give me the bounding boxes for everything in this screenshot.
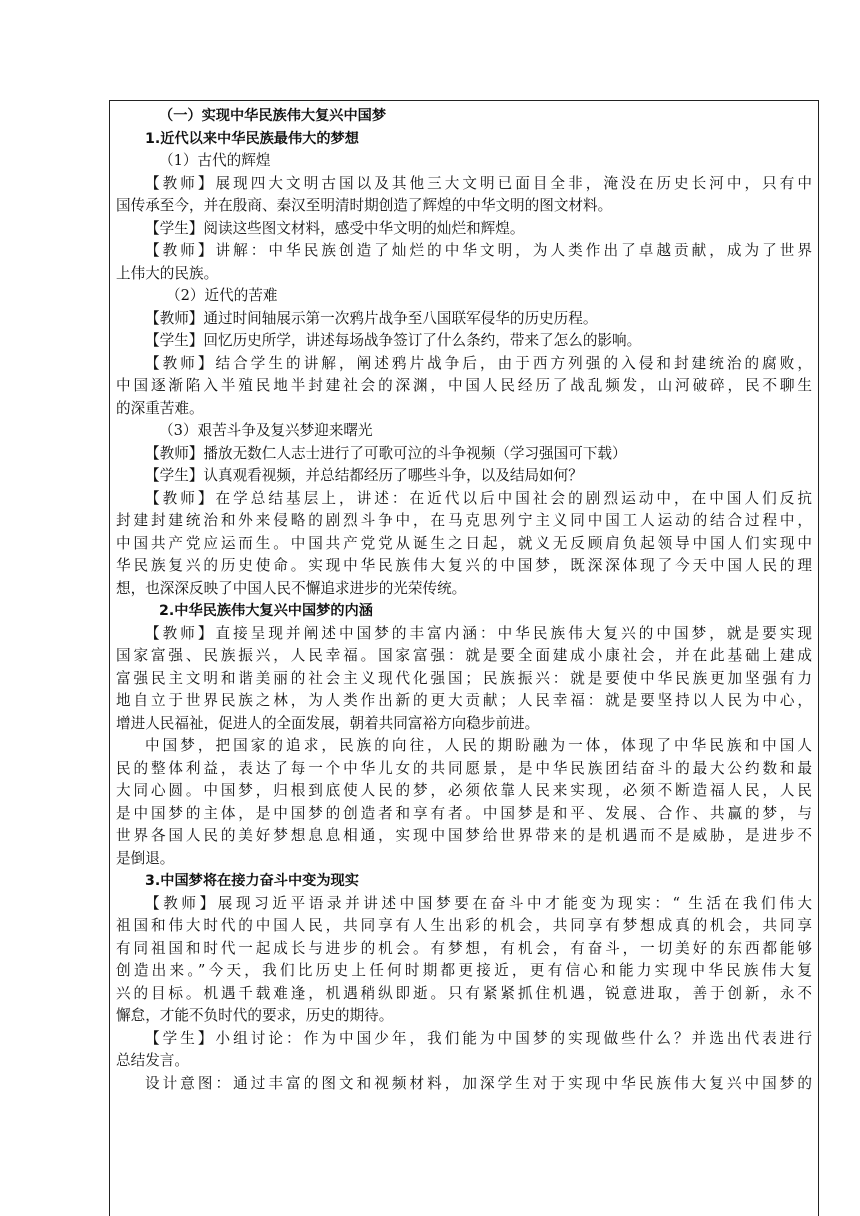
text-line: 【教师】直接呈现并阐述中国梦的丰富内涵：中华民族伟大复兴的中国梦，就是要实现 bbox=[145, 624, 812, 642]
text-line: 中国共产党应运而生。中国共产党党从诞生之日起，就义无反顾肩负起领导中国人们实现中 bbox=[116, 534, 812, 552]
text-line: 中国逐渐陷入半殖民地半封建社会的深渊，中国人民经历了战乱频发，山河破碎，民不聊生 bbox=[116, 377, 812, 394]
text-line: 国传承至今，并在殷商、秦汉至明清时期创造了辉煌的中华文明的图文材料。 bbox=[116, 197, 613, 214]
text-line: 祖国和伟大时代的中国人民，共同享有人生出彩的机会，共同享有梦想成真的机会，共同享 bbox=[116, 917, 812, 934]
text-line: 【学生】认真观看视频，并总结都经历了哪些斗争，以及结局如何？ bbox=[145, 467, 583, 484]
lesson-table-cell bbox=[109, 100, 819, 1216]
text-line: 的深重苦难。 bbox=[116, 399, 204, 417]
text-line: 【教师】通过时间轴展示第一次鸦片战争至八国联军侵华的历史历程。 bbox=[145, 309, 598, 327]
text-line: 设计意图：通过丰富的图文和视频材料，加深学生对于实现中华民族伟大复兴中国梦的 bbox=[145, 1074, 812, 1092]
text-line: 中国梦，把国家的追求，民族的向往，人民的期盼融为一体，体现了中华民族和中国人 bbox=[145, 737, 812, 754]
text-line: 想，也深深反映了中国人民不懈追求进步的光荣传统。 bbox=[116, 579, 467, 597]
text-line: 【学生】小组讨论：作为中国少年，我们能为中国梦的实现做些什么？并选出代表进行 bbox=[145, 1029, 812, 1047]
text-line: （2）近代的苦难 bbox=[166, 287, 278, 304]
text-line: 懈怠，才能不负时代的要求，历史的期待。 bbox=[116, 1007, 394, 1024]
text-line: 总结发言。 bbox=[116, 1052, 189, 1069]
text-line: 【教师】展现习近平语录并讲述中国梦要在奋斗中才能变为现实：“ 生活在我们伟大 bbox=[145, 894, 812, 912]
text-line: 世界各国人民的美好梦想息息相通，实现中国梦给世界带来的是机遇而不是威胁，是进步不 bbox=[116, 827, 812, 844]
text-line: 国家富强、民族振兴，人民幸福。国家富强：就是要全面建成小康社会，并在此基础上建成 bbox=[116, 647, 812, 664]
text-line: 3.中国梦将在接力奋斗中变为现实 bbox=[145, 873, 359, 889]
text-line: 民的整体利益，表达了每一个中华儿女的共同愿景，是中华民族团结奋斗的最大公约数和最 bbox=[116, 759, 812, 777]
text-line: 增进人民福祉，促进人的全面发展，朝着共同富裕方向稳步前进。 bbox=[116, 714, 540, 732]
text-line: 封建封建统治和外来侵略的剧烈斗争中，在马克思列宁主义同中国工人运动的结合过程中， bbox=[116, 512, 812, 529]
text-line: 有同祖国和时代一起成长与进步的机会。有梦想，有机会，有奋斗，一切美好的东西都能够 bbox=[116, 939, 812, 957]
text-line: 2.中华民族伟大复兴中国梦的内涵 bbox=[159, 603, 373, 619]
text-line: 【学生】回忆历史所学，讲述每场战争签订了什么条约，带来了怎么的影响。 bbox=[145, 332, 642, 349]
text-line: 富强民主文明和谐美丽的社会主义现代化强国；民族振兴：就是要使中华民族更加坚强有力 bbox=[116, 669, 812, 687]
text-line: 华民族复兴的历史使命。实现中华民族伟大复兴的中国梦，既深深体现了今天中国人民的理 bbox=[116, 557, 812, 574]
text-line: 【教师】结合学生的讲解，阐述鸦片战争后，由于西方列强的入侵和封建统治的腐败， bbox=[145, 354, 812, 372]
text-line: 【教师】展现四大文明古国以及其他三大文明已面目全非，淹没在历史长河中，只有中 bbox=[145, 174, 812, 192]
text-line: （一）实现中华民族伟大复兴中国梦 bbox=[159, 108, 387, 124]
text-line: 创造出来。”今天，我们比历史上任何时期都更接近，更有信心和能力实现中华民族伟大复 bbox=[116, 962, 812, 979]
text-line: 大同心圆。中国梦，归根到底使人民的梦，必须依靠人民来实现，必须不断造福人民，人民 bbox=[116, 782, 812, 799]
text-line: 是中国梦的主体，是中国梦的创造者和享有者。中国梦是和平、发展、合作、共赢的梦，与 bbox=[116, 804, 812, 822]
text-line: 【教师】在学总结基层上，讲述：在近代以后中国社会的剧烈运动中，在中国人们反抗 bbox=[145, 489, 812, 507]
text-line: 【学生】阅读这些图文材料，感受中华文明的灿烂和辉煌。 bbox=[145, 219, 525, 237]
text-line: （1）古代的辉煌 bbox=[159, 152, 271, 169]
text-line: 上伟大的民族。 bbox=[116, 264, 219, 282]
text-line: 兴的目标。机遇千载难逢，机遇稍纵即逝。只有紧紧抓住机遇，锐意进取，善于创新，永不 bbox=[116, 984, 812, 1002]
text-line: 【教师】播放无数仁人志士进行了可歌可泣的斗争视频（学习强国可下载） bbox=[145, 444, 627, 462]
text-line: 地自立于世界民族之林，为人类作出新的更大贡献；人民幸福：就是要坚持以人民为中心， bbox=[116, 692, 812, 709]
text-line: 1.近代以来中华民族最伟大的梦想 bbox=[145, 130, 359, 147]
text-line: （3）艰苦斗争及复兴梦迎来曙光 bbox=[159, 422, 373, 439]
text-line: 【教师】讲解：中华民族创造了灿烂的中华文明，为人类作出了卓越贡献，成为了世界 bbox=[145, 242, 812, 259]
text-line: 是倒退。 bbox=[116, 849, 175, 867]
lesson-content bbox=[116, 105, 812, 1095]
